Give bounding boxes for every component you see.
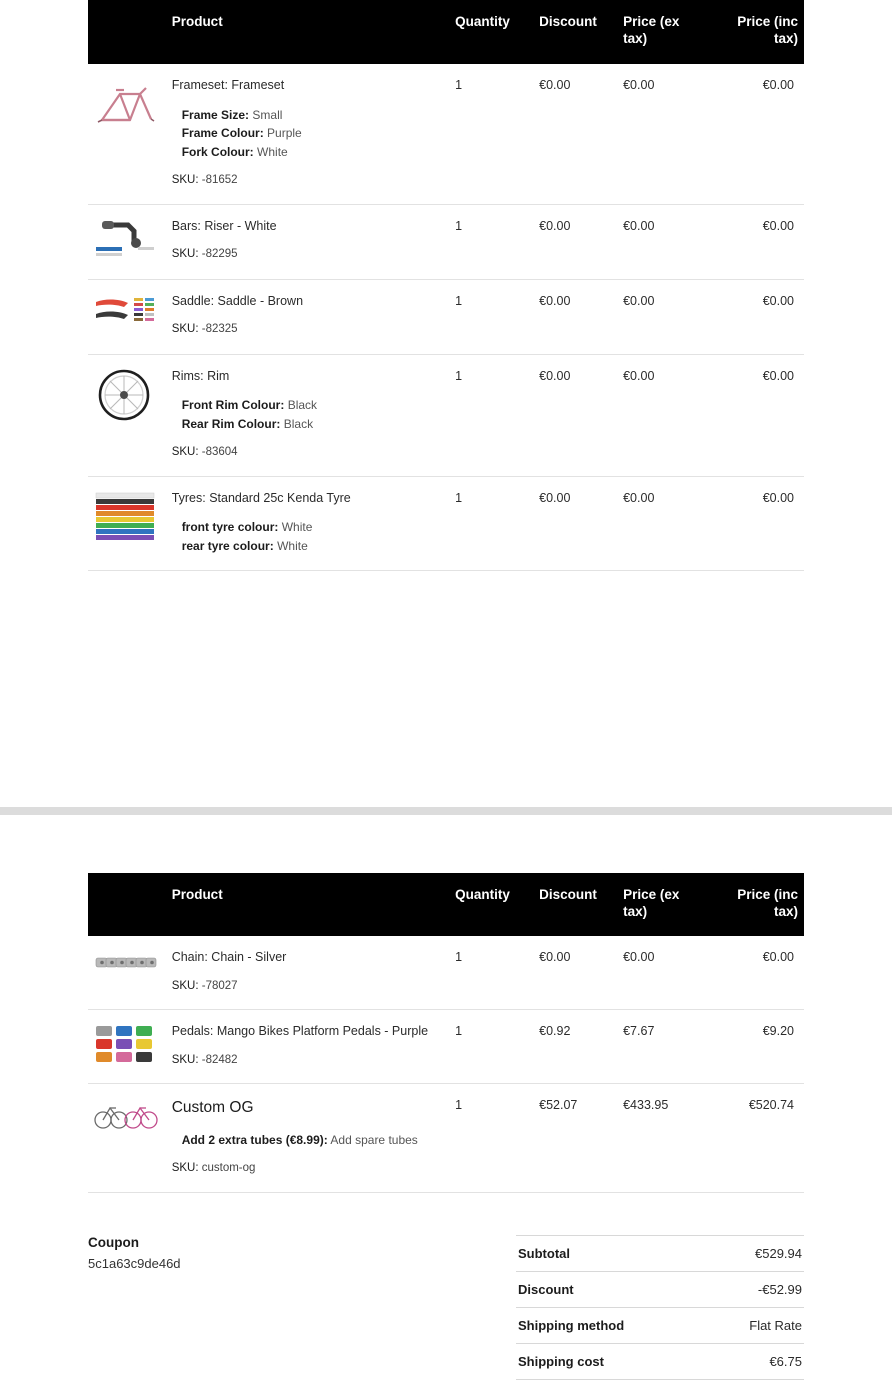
product-details-cell xyxy=(166,354,449,476)
product-details-cell xyxy=(166,64,449,204)
column-discount: Discount xyxy=(533,873,617,937)
quantity-value: 1 xyxy=(449,354,533,476)
sku-value: -78027 xyxy=(201,980,238,993)
sku-label: SKU: xyxy=(171,446,199,459)
pedals-icon xyxy=(94,1022,158,1068)
product-attributes xyxy=(182,106,443,162)
sku-value: -82482 xyxy=(201,1054,238,1067)
quantity-value: 1 xyxy=(449,1084,533,1192)
product-details-cell xyxy=(166,1010,449,1084)
sku-value: -82295 xyxy=(201,248,238,261)
attribute-value: White xyxy=(257,144,288,159)
attribute-row xyxy=(182,415,443,434)
product-attributes xyxy=(182,1131,443,1150)
attribute-row xyxy=(182,518,443,537)
attribute-row xyxy=(182,537,443,556)
wheel-rim-icon xyxy=(94,367,158,423)
column-price-ex-tax: Price (ex tax) xyxy=(617,873,709,937)
table-body-2 xyxy=(88,936,804,1192)
product-thumbnail-cell xyxy=(88,354,166,476)
table-row xyxy=(88,1010,804,1084)
product-sku xyxy=(172,246,443,263)
attribute-value: Purple xyxy=(267,126,302,141)
totals-row xyxy=(516,1343,804,1379)
product-sku xyxy=(172,172,443,189)
coupon-title: Coupon xyxy=(88,1234,139,1250)
table-header xyxy=(88,873,804,937)
sku-label: SKU: xyxy=(171,248,199,261)
discount-value: €0.92 xyxy=(533,1010,617,1084)
quantity-value: 1 xyxy=(449,279,533,354)
sku-label: SKU: xyxy=(171,174,199,187)
quantity-value: 1 xyxy=(449,204,533,279)
column-product: Product xyxy=(166,873,449,937)
attribute-label: Add 2 extra tubes (€8.99): xyxy=(181,1132,328,1147)
quantity-value: 1 xyxy=(449,936,533,1010)
totals-label: Subtotal xyxy=(516,1235,660,1271)
saddle-icon xyxy=(94,292,158,340)
product-sku xyxy=(172,321,443,338)
attribute-label: Front Rim Colour: xyxy=(181,398,285,413)
product-attributes xyxy=(182,396,443,433)
price-ex-tax-value: €0.00 xyxy=(617,64,709,204)
bicycle-frame-icon xyxy=(94,76,158,132)
price-ex-tax-value: €0.00 xyxy=(617,936,709,1010)
sku-label: SKU: xyxy=(171,323,199,336)
discount-value: €0.00 xyxy=(533,204,617,279)
totals-value: €6.75 xyxy=(660,1343,804,1379)
price-inc-tax-value: €0.00 xyxy=(709,64,804,204)
coupon-code: 5c1a63c9de46d xyxy=(88,1255,181,1271)
product-title: Tyres: Standard 25c Kenda Tyre xyxy=(171,490,351,505)
totals-row xyxy=(516,1271,804,1307)
column-product: Product xyxy=(166,0,449,64)
table-row xyxy=(88,64,804,204)
price-ex-tax-value: €7.67 xyxy=(617,1010,709,1084)
attribute-label: Fork Colour: xyxy=(181,144,254,159)
table-row xyxy=(88,476,804,570)
attribute-value: White xyxy=(277,539,308,554)
custom-bike-icon xyxy=(94,1096,158,1138)
product-thumbnail-cell xyxy=(88,476,166,570)
discount-value: €0.00 xyxy=(533,354,617,476)
quantity-value: 1 xyxy=(449,476,533,570)
quantity-value: 1 xyxy=(449,1010,533,1084)
product-thumbnail-cell xyxy=(88,1010,166,1084)
column-discount: Discount xyxy=(533,0,617,64)
attribute-label: rear tyre colour: xyxy=(181,539,274,554)
discount-value: €0.00 xyxy=(533,64,617,204)
page-2-top-margin xyxy=(0,815,892,873)
product-title: Custom OG xyxy=(171,1099,254,1117)
totals-value: Flat Rate xyxy=(660,1307,804,1343)
price-inc-tax-value: €0.00 xyxy=(709,936,804,1010)
order-totals-table xyxy=(516,1235,804,1380)
discount-value: €0.00 xyxy=(533,476,617,570)
table-header xyxy=(88,0,804,64)
tyres-icon xyxy=(94,489,158,545)
sku-value: -83604 xyxy=(201,446,238,459)
table-row xyxy=(88,936,804,1010)
attribute-row xyxy=(182,124,443,143)
column-quantity: Quantity xyxy=(449,873,533,937)
page-1-whitespace xyxy=(88,571,804,807)
product-thumbnail-cell xyxy=(88,936,166,1010)
attribute-value: Black xyxy=(283,416,314,431)
table-row xyxy=(88,204,804,279)
table-row xyxy=(88,354,804,476)
page-1-content xyxy=(88,0,804,807)
discount-value: €0.00 xyxy=(533,936,617,1010)
totals-row xyxy=(516,1235,804,1271)
price-ex-tax-value: €0.00 xyxy=(617,279,709,354)
page-2-content xyxy=(88,873,804,1380)
sku-label: SKU: xyxy=(171,1054,199,1067)
totals-row xyxy=(516,1307,804,1343)
product-title: Bars: Riser - White xyxy=(171,218,277,233)
product-sku xyxy=(172,978,443,995)
sku-value: -81652 xyxy=(201,174,238,187)
order-items-table-2 xyxy=(88,873,804,1193)
product-details-cell xyxy=(166,279,449,354)
sku-value: custom-og xyxy=(201,1162,256,1175)
table-row xyxy=(88,1084,804,1192)
order-page-2 xyxy=(0,815,892,1380)
sku-value: -82325 xyxy=(201,323,238,336)
product-sku xyxy=(172,1160,443,1177)
attribute-row xyxy=(182,143,443,162)
product-thumbnail-cell xyxy=(88,204,166,279)
handlebars-icon xyxy=(94,217,158,265)
price-inc-tax-value: €0.00 xyxy=(709,476,804,570)
attribute-label: Rear Rim Colour: xyxy=(181,416,281,431)
product-details-cell xyxy=(166,204,449,279)
price-inc-tax-value: €0.00 xyxy=(709,204,804,279)
attribute-label: Frame Colour: xyxy=(181,126,264,141)
totals-label: Shipping method xyxy=(516,1307,660,1343)
coupon-and-totals xyxy=(88,1235,804,1380)
attribute-value: Black xyxy=(287,398,318,413)
price-ex-tax-value: €0.00 xyxy=(617,204,709,279)
totals-label: Discount xyxy=(516,1271,660,1307)
discount-value: €0.00 xyxy=(533,279,617,354)
discount-value: €52.07 xyxy=(533,1084,617,1192)
totals-label: Shipping cost xyxy=(516,1343,660,1379)
product-details-cell xyxy=(166,1084,449,1192)
column-price-inc-tax: Price (inc tax) xyxy=(709,873,804,937)
product-sku xyxy=(172,444,443,461)
column-price-inc-tax: Price (inc tax) xyxy=(709,0,804,64)
coupon-block xyxy=(88,1235,388,1271)
price-inc-tax-value: €0.00 xyxy=(709,354,804,476)
order-items-table-1 xyxy=(88,0,804,571)
sku-label: SKU: xyxy=(171,980,199,993)
table-row xyxy=(88,279,804,354)
chain-icon xyxy=(94,948,158,982)
price-ex-tax-value: €0.00 xyxy=(617,476,709,570)
attribute-value: White xyxy=(281,520,313,535)
product-details-cell xyxy=(166,936,449,1010)
attribute-value: Small xyxy=(252,107,283,122)
price-inc-tax-value: €0.00 xyxy=(709,279,804,354)
column-image xyxy=(88,873,166,937)
column-price-ex-tax: Price (ex tax) xyxy=(617,0,709,64)
attribute-label: Frame Size: xyxy=(181,107,250,122)
attribute-row xyxy=(182,396,443,415)
totals-value: -€52.99 xyxy=(660,1271,804,1307)
product-sku xyxy=(172,1052,443,1069)
product-thumbnail-cell xyxy=(88,1084,166,1192)
totals-value: €529.94 xyxy=(660,1235,804,1271)
price-ex-tax-value: €433.95 xyxy=(617,1084,709,1192)
product-attributes xyxy=(182,518,443,555)
product-details-cell xyxy=(166,476,449,570)
column-image xyxy=(88,0,166,64)
product-title: Frameset: Frameset xyxy=(171,77,285,92)
attribute-row xyxy=(182,106,443,125)
product-title: Rims: Rim xyxy=(171,368,230,383)
product-title: Pedals: Mango Bikes Platform Pedals - Purple xyxy=(171,1024,429,1039)
column-quantity: Quantity xyxy=(449,0,533,64)
price-inc-tax-value: €520.74 xyxy=(709,1084,804,1192)
sku-label: SKU: xyxy=(171,1162,199,1175)
attribute-row xyxy=(182,1131,443,1150)
quantity-value: 1 xyxy=(449,64,533,204)
product-title: Saddle: Saddle - Brown xyxy=(171,293,304,308)
product-title: Chain: Chain - Silver xyxy=(171,950,287,965)
product-thumbnail-cell xyxy=(88,64,166,204)
table-body-1 xyxy=(88,64,804,570)
product-thumbnail-cell xyxy=(88,279,166,354)
attribute-value: Add spare tubes xyxy=(330,1132,418,1147)
price-ex-tax-value: €0.00 xyxy=(617,354,709,476)
attribute-label: front tyre colour: xyxy=(181,520,279,535)
price-inc-tax-value: €9.20 xyxy=(709,1010,804,1084)
